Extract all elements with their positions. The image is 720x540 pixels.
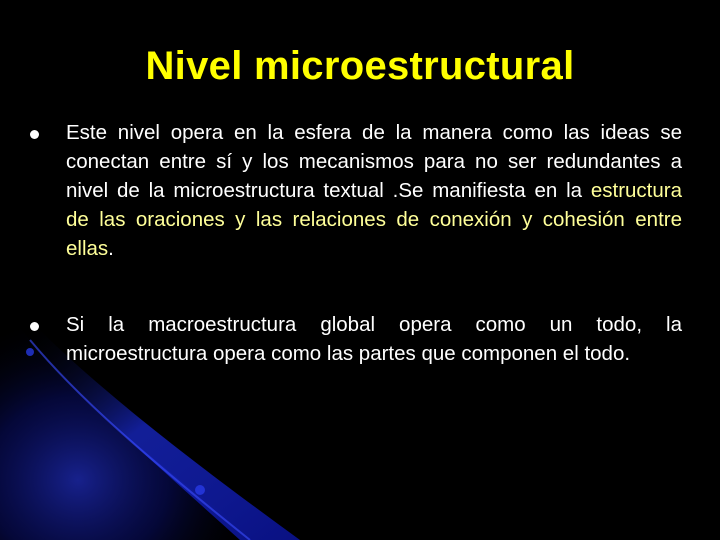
bullet-1-period: . — [108, 237, 114, 260]
bullet-icon — [30, 130, 39, 139]
bullet-2-text: Si la macroestructura global opera como un todo, la microestructura opera como las partes que componen el todo. — [66, 313, 682, 365]
bullet-1-highlight: estructura de las oraciones y las relaciones de conexión y cohesión entre ellas — [66, 179, 682, 260]
bullet-icon — [30, 322, 39, 331]
slide-title: Nivel microestructural — [145, 44, 575, 88]
bullet-item-1 — [66, 118, 682, 263]
bullet-list — [0, 118, 720, 368]
bullet-item-2 — [66, 310, 682, 368]
swoosh-dot-bottom — [195, 485, 205, 495]
bullet-1-text: Este nivel opera en la esfera de la manera como las ideas se conectan entre sí y los mecanismos para no ser redundantes a nivel de la microestructura textual .Se manifiesta en la — [66, 121, 682, 202]
